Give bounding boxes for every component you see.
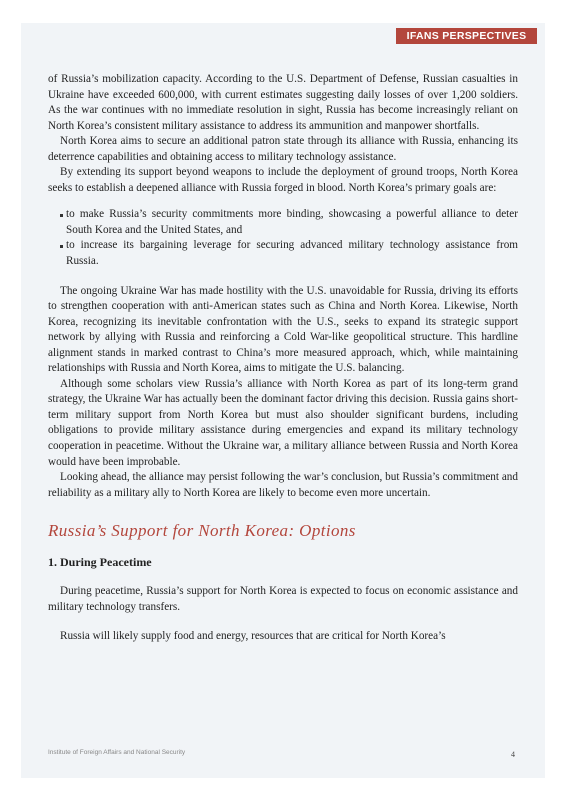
paragraph: Although some scholars view Russia’s alliance with North Korea as part of its long-term grand strategy, the Ukraine War has actually been the dominant factor driving this decision. Russia gains short-term military support from North Korea but must also shoulder significant burdens, including obligations to provide military assistance during emergencies and expand its military technology cooperation in peacetime. Without the Ukraine war, a military alliance between Russia and North Korea would have been improbable.: [48, 377, 518, 468]
paragraph: North Korea aims to secure an additional patron state through its alliance with Russia, enhancing its deterrence capabilities and obtaining access to military technology assistance.: [48, 135, 518, 163]
section-title: Russia’s Support for North Korea: Options: [48, 521, 356, 541]
paragraph: During peacetime, Russia’s support for North Korea is expected to focus on economic assistance and military technology transfers.: [48, 585, 518, 613]
page-number: 4: [511, 750, 515, 759]
paragraph: By extending its support beyond weapons to include the deployment of ground troops, North Korea seeks to establish a deepened alliance with Russia forged in blood. North Korea’s primary goals are:: [48, 166, 518, 194]
paragraph: of Russia’s mobilization capacity. According to the U.S. Department of Defense, Russian casualties in Ukraine have exceeded 600,000, with current estimates suggesting daily losses of over 1,200 soldiers. As the war continues with no immediate resolution in sight, Russia has become increasingly reliant on North Korea’s consistent military assistance to address its ammunition and manpower shortfalls.: [48, 73, 518, 132]
header-label: IFANS PERSPECTIVES: [396, 28, 537, 44]
paragraph: The ongoing Ukraine War has made hostility with the U.S. unavoidable for Russia, driving its efforts to strengthen cooperation with anti-American states such as China and North Korea. Likewise, North Korea, recognizing its inevitable confrontation with the U.S., seeks to expand its strategic support network by allying with Russia and reinforcing a Cold War-like geopolitical structure. This hardline alignment stands in marked contrast to China’s more measured approach, which, while maintaining relationships with Russia and North Korea, aims to mitigate the U.S. balancing.: [48, 284, 518, 375]
paragraph: Looking ahead, the alliance may persist following the war’s conclusion, but Russia’s commitment and reliability as a military ally to North Korea are likely to become even more uncertain.: [48, 471, 518, 499]
list-item: to increase its bargaining leverage for securing advanced military technology assistance from Russia.: [48, 238, 518, 269]
footer-institute: Institute of Foreign Affairs and National Security: [48, 749, 186, 756]
paragraph: Russia will likely supply food and energy, resources that are critical for North Korea’s: [60, 630, 446, 643]
goals-list: [48, 207, 518, 269]
subsection-title: 1. During Peacetime: [48, 555, 152, 570]
list-item: to make Russia’s security commitments more binding, showcasing a powerful alliance to deter South Korea and the United States, and: [48, 207, 518, 238]
article-body: [48, 72, 518, 645]
